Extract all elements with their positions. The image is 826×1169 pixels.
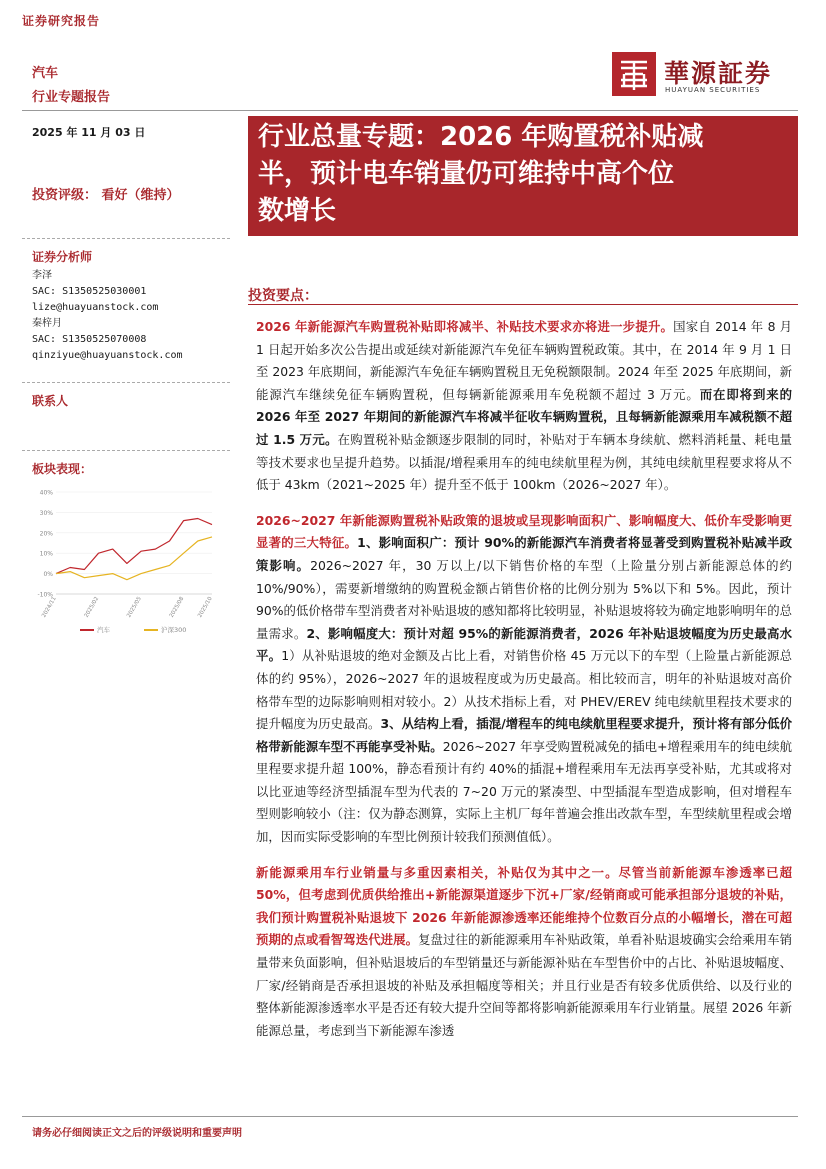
analyst-sac: SAC: S1350525030001 — [32, 286, 147, 297]
company-logo — [612, 52, 802, 102]
sidebar-divider — [22, 238, 230, 239]
analyst-email[interactable]: lize@huayuanstock.com — [32, 302, 159, 313]
body-text-segment: 1）从补贴退坡的绝对金额及占比上看，对销售价格 45 万元以下的车型（上险量占新能源总体的约 95%），2026~2027 年的退坡程度或为历史最高。相比较而言，明年的补贴退坡对高价格带车型的边际影响则相对较小。2）从技术指标上看，对 PHEV/EREV 纯电续航里程技术要求的提升幅度为历史最高。 — [256, 648, 792, 732]
title-line-3: 数增长 — [258, 196, 337, 226]
body-highlight-segment: 2、影响幅度大：预计对超 95%的新能源消费者，2026 年补贴退坡幅度为历史最高水平。 — [256, 625, 792, 664]
doc-type-label: 证券研究报告 — [22, 14, 101, 28]
chart-legend-label: 沪深300 — [161, 626, 187, 634]
section-title: 投资要点： — [248, 288, 318, 304]
chart-series-line-csi300 — [56, 537, 212, 580]
sector-name: 汽车 — [32, 66, 59, 81]
body-text-segment: 2026~2027 年享受购置税减免的插电+增程乘用车的纯电续航里程要求提升超 100%，静态看预计有约 40%的插混+增程乘用车无法再享受补贴，尤其或将对以比亚迪等经济型插混车型为代表的 7~20 万元的紧凑型、中型插混车型造成影响，但对增程车型则影响较小（注：仅为静态测算，实际上主机厂每年普遍会推出改款车型，车型续航里程或会增加，因而实际受影响的车型比例预计较我们预测值低）。 — [256, 738, 792, 845]
chart-x-tick-label: 2025/05 — [126, 596, 143, 619]
body-text-segment: 在购置税补贴金额逐步限制的同时，补贴对于车辆本身续航、燃料消耗量、耗电量等技术要求也呈提升趋势。以插混/增程乘用车的纯电续航里程为例，其纯电续航里程要求将从不低于 43km（2021~2025 年）提升至不低于 100km（2026~2027 年）。 — [256, 431, 793, 493]
analyst-sac: SAC: S1350525070008 — [32, 334, 147, 345]
body-highlight-segment: 新能源乘用车行业销量与多重因素相关，补贴仅为其中之一。尽管当前新能源车渗透率已超 50%，但考虑到优质供给推出+新能源渠道逐步下沉+厂家/经销商或可能承担部分退坡的补贴，我们预计购置税补贴退坡下 2026 年新能源渗透率还能维持个位数百分点的小幅增长，潜在可超预期的点或看智驾迭代进展。 — [256, 864, 792, 948]
chart-y-tick-label: -10% — [37, 591, 53, 599]
chart-y-tick-label: 20% — [39, 530, 53, 538]
sidebar-divider — [22, 382, 230, 383]
chart-series-line-auto — [56, 519, 212, 574]
report-kind: 行业专题报告 — [32, 90, 111, 105]
footer-disclaimer: 请务必仔细阅读正文之后的评级说明和重要声明 — [32, 1128, 242, 1139]
body-paragraph — [256, 862, 792, 1043]
title-line-2: 半，预计电车销量仍可维持中高个位 — [258, 159, 675, 189]
chart-x-tick-label: 2025/10 — [197, 596, 214, 619]
analyst-email[interactable]: qinziyue@huayuanstock.com — [32, 350, 183, 361]
contact-label: 联系人 — [32, 394, 69, 408]
analyst-list — [32, 268, 183, 364]
body-text-segment: 2026~2027 年，30 万以上/以下销售价格的车型（上险量分别占新能源总体的约 10%/90%），需要新增缴纳的购置税金额占销售价格的比例分别为 5%以下和 5%。因此，预计 90%的低价格带车型消费者对补贴退坡的感知都将比较明显，补贴退坡将较为确定地影响明年的总量需求。 — [256, 557, 792, 641]
chart-legend-label: 汽车 — [97, 626, 110, 634]
footer-divider — [22, 1116, 798, 1117]
sidebar-divider — [22, 450, 230, 451]
main-body — [256, 316, 792, 1055]
report-date: 2025 年 11 月 03 日 — [32, 126, 146, 139]
body-paragraph — [256, 316, 792, 497]
body-highlight-segment: 而在即将到来的 2026 年至 2027 年期间的新能源汽车将减半征收车辆购置税，且每辆新能源乘用车减税额不超过 1.5 万元。 — [256, 386, 793, 447]
analyst-name: 李泽 — [32, 270, 52, 281]
logo-text-cn: 華源証券 — [664, 59, 773, 88]
chart-y-tick-label: 0% — [43, 571, 53, 579]
chart-y-tick-label: 10% — [39, 550, 53, 558]
body-highlight-segment: 1、影响面积广：预计 90%的新能源汽车消费者将显著受到购置税补贴减半政策影响。 — [256, 535, 793, 573]
chart-x-tick-label: 2024/11 — [41, 596, 58, 619]
body-paragraph — [256, 510, 792, 849]
body-highlight-segment: 3、从结构上看，插混/增程车的纯电续航里程要求提升，预计将有部分低价格带新能源车型不再能享受补贴。 — [256, 716, 793, 754]
chart-y-tick-label: 30% — [39, 509, 53, 517]
body-highlight-segment: 2026 年新能源汽车购置税补贴即将减半、补贴技术要求亦将进一步提升。 — [256, 319, 674, 334]
analyst-label: 证券分析师 — [32, 250, 93, 264]
investment-rating: 投资评级： 看好（维持） — [32, 188, 180, 203]
logo-mark-icon — [612, 52, 656, 96]
sector-block — [32, 62, 110, 110]
logo-text-en: HUAYUAN SECURITIES — [665, 86, 761, 94]
body-text-segment: 复盘过往的新能源乘用车补贴政策，单看补贴退坡确实会给乘用车销量带来负面影响，但补贴退坡后的车型销量还与新能源补贴在车型售价中的占比、补贴退坡幅度、厂家/经销商是否承担退坡的补贴及承担幅度等相关；并且行业是否有较多优质供给、以及行业的整体新能源渗透率水平是否还有较大提升空间等都将影响新能源乘用车行业销量。展望 2026 年新能源总量，考虑到当下新能源车渗透 — [256, 932, 793, 1038]
report-title — [248, 116, 798, 236]
chart-x-tick-label: 2025/02 — [83, 596, 101, 619]
chart-y-tick-label: 40% — [39, 489, 53, 497]
title-line-1: 行业总量专题：2026 年购置税补贴减 — [258, 122, 704, 152]
analyst-name: 秦梓月 — [32, 318, 62, 329]
chart-svg — [32, 486, 220, 638]
header-divider — [22, 110, 798, 111]
chart-label: 板块表现： — [32, 462, 93, 476]
chart-x-tick-label: 2025/08 — [168, 596, 186, 619]
body-text-segment: 国家自 2014 年 8 月 1 日起开始多次公告提出或延续对新能源汽车免征车辆购置税政策。其中，在 2014 年 9 月 1 日至 2023 年底期间，新能源汽车免征车辆购置税且无免税额限制。2024 年至 2025 年底期间，新能源汽车继续免征车辆购置税，但每辆新能源乘用车免税额不超过 3 万元。 — [256, 319, 792, 402]
sector-performance-chart — [32, 486, 220, 638]
body-highlight-segment: 2026~2027 年新能源购置税补贴政策的退坡或呈现影响面积广、影响幅度大、低价车受影响更显著的三大特征。 — [256, 512, 792, 551]
section-rule — [248, 304, 798, 305]
